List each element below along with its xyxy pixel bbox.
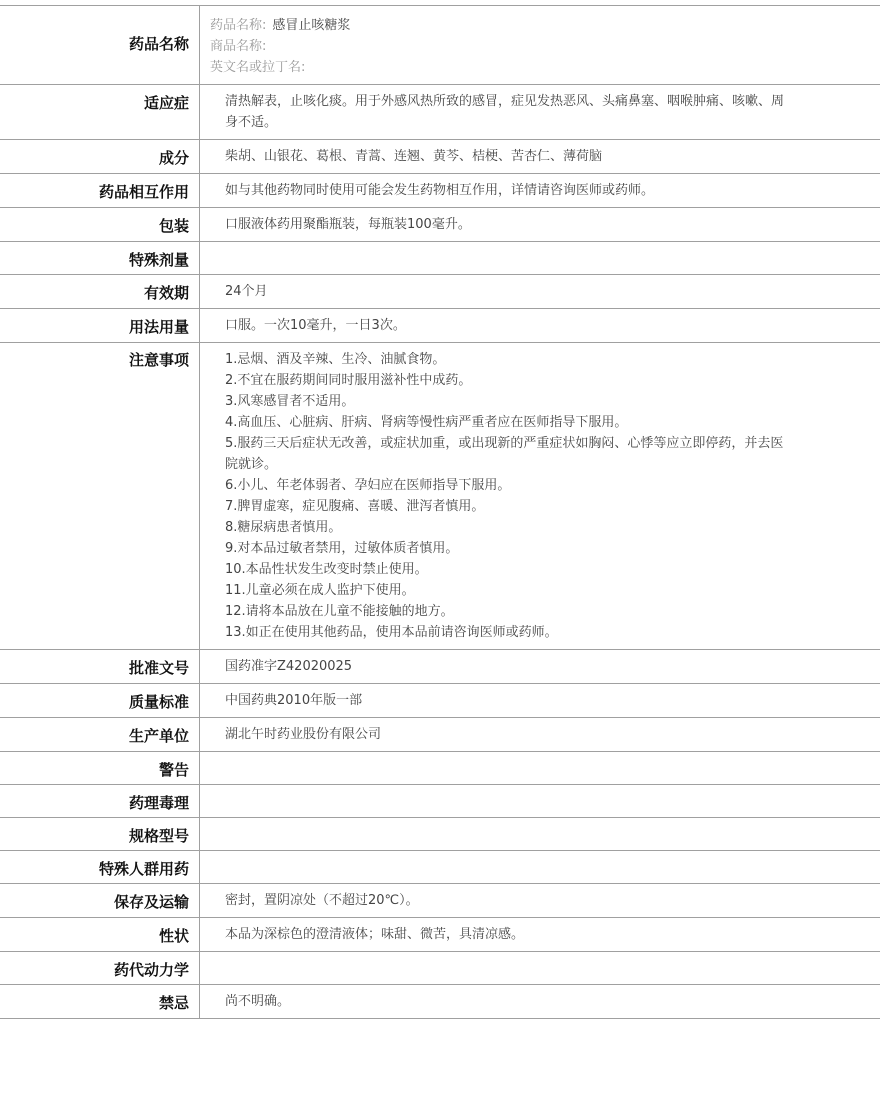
pharmacokinetics-value <box>200 952 880 984</box>
interactions-value: 如与其他药物同时使用可能会发生药物相互作用，详情请咨询医师或药师。 <box>225 183 655 198</box>
list-item: 9.对本品过敏者禁用，过敏体质者慎用。 <box>225 541 459 556</box>
row-pharmacology <box>0 785 880 818</box>
list-item: 8.糖尿病患者慎用。 <box>225 520 342 535</box>
row-interactions <box>0 174 880 208</box>
notes-value <box>200 343 880 649</box>
list-item: 2.不宜在服药期间同时服用滋补性中成药。 <box>225 373 472 388</box>
list-item: 6.小儿、年老体弱者、孕妇应在医师指导下服用。 <box>225 478 511 493</box>
row-label: 特殊人群用药 <box>0 851 200 883</box>
row-standard <box>0 684 880 718</box>
row-manufacturer <box>0 718 880 752</box>
row-label: 质量标准 <box>0 684 200 717</box>
row-label: 包装 <box>0 208 200 241</box>
warning-value <box>200 752 880 784</box>
row-pharmacokinetics <box>0 952 880 985</box>
contraindications-value: 尚不明确。 <box>225 994 291 1009</box>
storage-value: 密封，置阴凉处（不超过20℃）。 <box>225 893 419 908</box>
package-value: 口服液体药用聚酯瓶装，每瓶装100毫升。 <box>225 217 471 232</box>
special-dosage-value <box>200 242 880 274</box>
row-warning <box>0 752 880 785</box>
row-approval <box>0 650 880 684</box>
drug-name-block <box>200 6 880 84</box>
row-label: 特殊剂量 <box>0 242 200 274</box>
row-label: 禁忌 <box>0 985 200 1018</box>
ingredients-value: 柴胡、山银花、葛根、青蒿、连翘、黄芩、桔梗、苦杏仁、薄荷脑 <box>225 149 603 164</box>
trade-name-line <box>210 36 790 57</box>
row-label: 生产单位 <box>0 718 200 751</box>
shelf-life-value: 24个月 <box>225 284 268 299</box>
usage-value: 口服。一次10毫升，一日3次。 <box>225 318 406 333</box>
list-item: 11.儿童必须在成人监护下使用。 <box>225 583 415 598</box>
notes-list <box>225 349 790 643</box>
row-label: 用法用量 <box>0 309 200 342</box>
list-item: 13.如正在使用其他药品，使用本品前请咨询医师或药师。 <box>225 625 558 640</box>
special-population-value <box>200 851 880 883</box>
row-label: 批准文号 <box>0 650 200 683</box>
row-label: 性状 <box>0 918 200 951</box>
manufacturer-value: 湖北午时药业股份有限公司 <box>225 727 382 742</box>
english-name-line <box>210 57 790 78</box>
row-contraindications <box>0 985 880 1019</box>
generic-name-key: 药品名称: <box>210 18 267 33</box>
specification-value <box>200 818 880 850</box>
list-item: 10.本品性状发生改变时禁止使用。 <box>225 562 428 577</box>
appearance-value: 本品为深棕色的澄清液体；味甜、微苦，具清凉感。 <box>225 927 525 942</box>
row-appearance <box>0 918 880 952</box>
generic-name-line <box>210 15 790 36</box>
row-special-population <box>0 851 880 884</box>
row-drug-name <box>0 6 880 85</box>
row-usage <box>0 309 880 343</box>
row-label: 注意事项 <box>0 343 200 649</box>
pharmacology-value <box>200 785 880 817</box>
list-item: 12.请将本品放在儿童不能接触的地方。 <box>225 604 454 619</box>
row-label: 药品名称 <box>0 6 200 84</box>
english-name-key: 英文名或拉丁名: <box>210 60 306 75</box>
row-label: 药理毒理 <box>0 785 200 817</box>
row-label: 成分 <box>0 140 200 173</box>
row-storage <box>0 884 880 918</box>
drug-info-table <box>0 5 880 1019</box>
row-indication <box>0 85 880 140</box>
standard-value: 中国药典2010年版一部 <box>225 693 363 708</box>
list-item: 7.脾胃虚寒，症见腹痛、喜暖、泄泻者慎用。 <box>225 499 485 514</box>
list-item: 3.风寒感冒者不适用。 <box>225 394 355 409</box>
list-item: 1.忌烟、酒及辛辣、生冷、油腻食物。 <box>225 352 446 367</box>
row-notes <box>0 343 880 650</box>
row-specification <box>0 818 880 851</box>
row-label: 有效期 <box>0 275 200 308</box>
list-item: 5.服药三天后症状无改善，或症状加重，或出现新的严重症状如胸闷、心悸等应立即停药，并去医院就诊。 <box>225 436 784 472</box>
trade-name-key: 商品名称: <box>210 39 267 54</box>
row-label: 适应症 <box>0 85 200 139</box>
list-item: 4.高血压、心脏病、肝病、肾病等慢性病严重者应在医师指导下服用。 <box>225 415 628 430</box>
row-package <box>0 208 880 242</box>
approval-value: 国药准字Z42020025 <box>225 659 353 674</box>
row-special-dosage <box>0 242 880 275</box>
row-label: 药品相互作用 <box>0 174 200 207</box>
row-label: 规格型号 <box>0 818 200 850</box>
indication-value: 清热解表，止咳化痰。用于外感风热所致的感冒，症见发热恶风、头痛鼻塞、咽喉肿痛、咳嗽、周身不适。 <box>225 94 785 130</box>
row-label: 保存及运输 <box>0 884 200 917</box>
row-label: 警告 <box>0 752 200 784</box>
row-label: 药代动力学 <box>0 952 200 984</box>
generic-name-value: 感冒止咳糖浆 <box>272 18 351 33</box>
row-ingredients <box>0 140 880 174</box>
row-shelf-life <box>0 275 880 309</box>
